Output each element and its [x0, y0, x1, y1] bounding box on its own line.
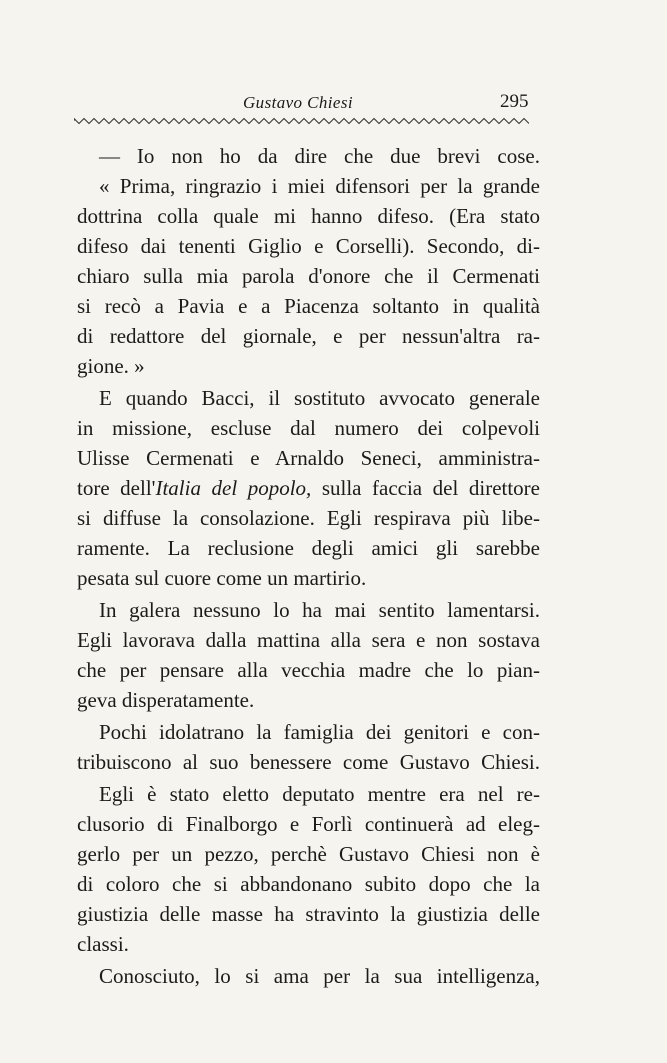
- text-line: classi.: [77, 932, 129, 956]
- italic-title: Italia del popolo,: [155, 476, 312, 500]
- decorative-wavy-rule: [74, 111, 529, 129]
- text-line: E quando Bacci, il sostituto avvocato generale: [99, 386, 540, 410]
- text-line: geva disperatamente.: [77, 688, 255, 712]
- text-line: di redattore del giornale, e per nessun'altra ra-: [77, 324, 540, 348]
- text-line: che per pensare alla vecchia madre che lo pian-: [77, 658, 540, 682]
- text-line: Ulisse Cermenati e Arnaldo Seneci, amministra-: [77, 446, 540, 470]
- text-line: gione. »: [77, 354, 145, 378]
- text-line: chiaro sulla mia parola d'onore che il Cermenati: [77, 264, 540, 288]
- text-line: si diffuse la consolazione. Egli respirava più libe-: [77, 506, 540, 530]
- text-fragment: sulla faccia del direttore: [311, 476, 540, 500]
- text-line: « Prima, ringrazio i miei difensori per la grande: [99, 174, 540, 198]
- text-line: [77, 473, 540, 503]
- text-line: di coloro che si abbandonano subito dopo che la: [77, 872, 540, 896]
- text-line: clusorio di Finalborgo e Forlì continuerà ad eleg-: [77, 812, 540, 836]
- body-text: [77, 141, 540, 991]
- text-line: Conosciuto, lo si ama per la sua intelligenza,: [99, 964, 540, 988]
- text-line: Egli è stato eletto deputato mentre era nel re-: [99, 782, 540, 806]
- text-line: pesata sul cuore come un martirio.: [77, 566, 367, 590]
- text-line: ramente. La reclusione degli amici gli sarebbe: [77, 536, 540, 560]
- text-line: si recò a Pavia e a Piacenza soltanto in qualità: [77, 294, 540, 318]
- text-line: difeso dai tenenti Giglio e Corselli). Secondo, di-: [77, 234, 540, 258]
- text-line: in missione, escluse dal numero dei colpevoli: [77, 416, 540, 440]
- text-line: In galera nessuno lo ha mai sentito lamentarsi.: [99, 598, 540, 622]
- text-line: Egli lavorava dalla mattina alla sera e non sostava: [77, 628, 540, 652]
- page-number: 295: [500, 91, 529, 112]
- text-line: gerlo per un pezzo, perchè Gustavo Chiesi non è: [77, 842, 540, 866]
- text-fragment: tore dell': [77, 476, 156, 500]
- text-line: dottrina colla quale mi hanno difeso. (Era stato: [77, 204, 540, 228]
- text-line: tribuiscono al suo benessere come Gustavo Chiesi.: [77, 750, 540, 774]
- text-line: giustizia delle masse ha stravinto la giustizia delle: [77, 902, 540, 926]
- running-title: Gustavo Chiesi: [243, 93, 353, 112]
- text-line: — Io non ho da dire che due brevi cose.: [99, 144, 540, 168]
- text-line: Pochi idolatrano la famiglia dei genitori e con-: [99, 720, 540, 744]
